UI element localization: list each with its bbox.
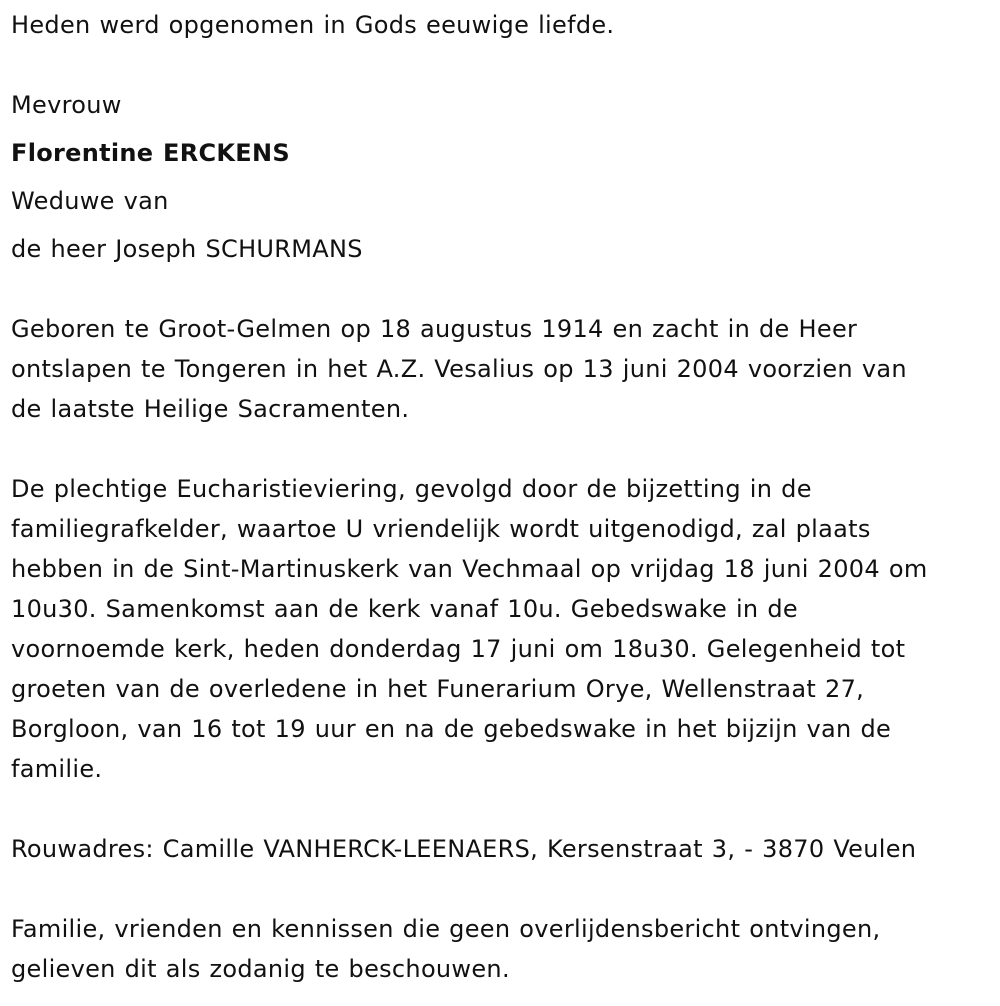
paragraph-line: familie.: [11, 755, 103, 783]
paragraph-line: 10u30. Samenkomst aan de kerk vanaf 10u. Gebedswake in de: [11, 595, 798, 623]
spouse-name: de heer Joseph SCHURMANS: [11, 235, 363, 263]
widow-of-line: Weduwe van: [11, 187, 169, 215]
paragraph-line: groeten van de overledene in het Funerarium Orye, Wellenstraat 27,: [11, 675, 865, 703]
paragraph-line: hebben in de Sint-Martinuskerk van Vechmaal op vrijdag 18 juni 2004 om: [11, 555, 928, 583]
ceremony-paragraph: [11, 469, 928, 789]
deceased-name: Florentine ERCKENS: [11, 139, 290, 167]
paragraph-line: familiegrafkelder, waartoe U vriendelijk wordt uitgenodigd, zal plaats: [11, 515, 871, 543]
paragraph-line: gelieven dit als zodanig te beschouwen.: [11, 955, 510, 983]
mourning-address: Rouwadres: Camille VANHERCK-LEENAERS, Kersenstraat 3, - 3870 Veulen: [11, 835, 917, 863]
paragraph-line: De plechtige Eucharistieviering, gevolgd door de bijzetting in de: [11, 475, 812, 503]
paragraph-line: voornoemde kerk, heden donderdag 17 juni om 18u30. Gelegenheid tot: [11, 635, 906, 663]
paragraph-line: Geboren te Groot-Gelmen op 18 augustus 1914 en zacht in de Heer: [11, 315, 858, 343]
closing-paragraph: [11, 909, 880, 989]
paragraph-line: Familie, vrienden en kennissen die geen overlijdensbericht ontvingen,: [11, 915, 881, 943]
paragraph-line: de laatste Heilige Sacramenten.: [11, 395, 410, 423]
paragraph-line: Borgloon, van 16 tot 19 uur en na de gebedswake in het bijzijn van de: [11, 715, 892, 743]
paragraph-line: ontslapen te Tongeren in het A.Z. Vesalius op 13 juni 2004 voorzien van: [11, 355, 907, 383]
title-line: Mevrouw: [11, 91, 122, 119]
birth-paragraph: [11, 309, 907, 429]
intro-line: Heden werd opgenomen in Gods eeuwige liefde.: [11, 11, 615, 39]
